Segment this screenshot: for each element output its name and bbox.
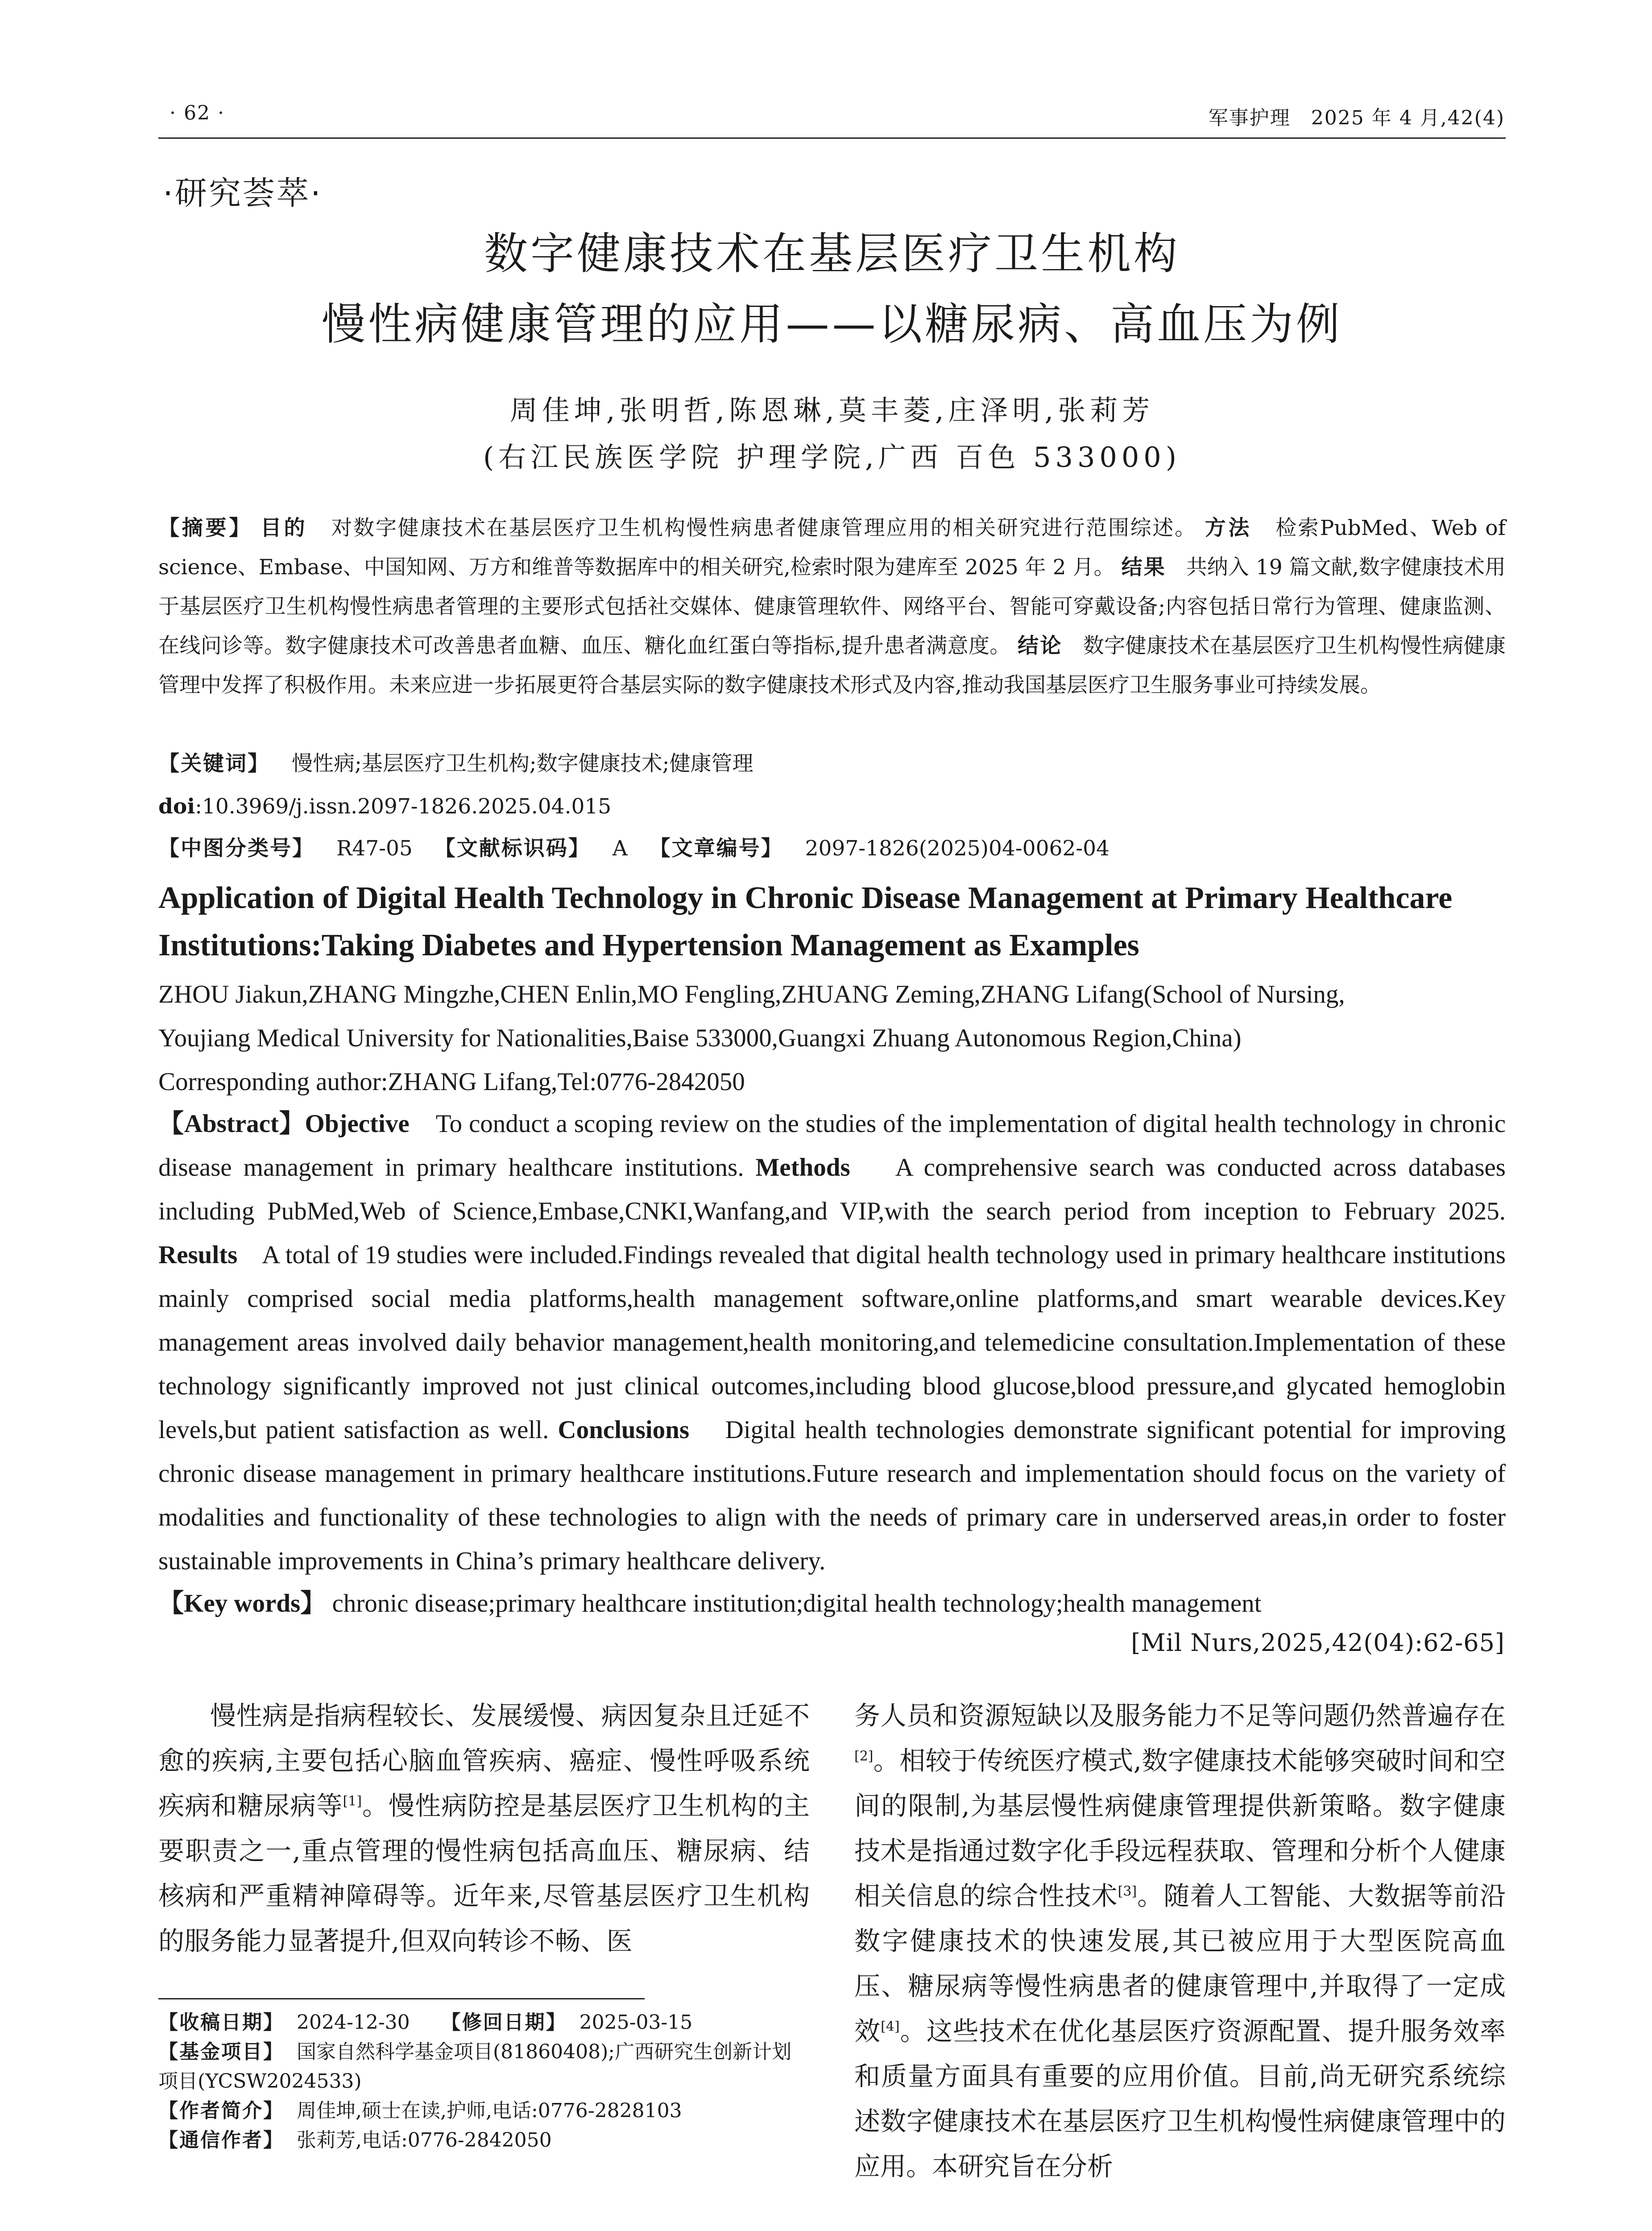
objective-en-label: Objective [305,1110,410,1138]
article-no-value: 2097-1826(2025)04-0062-04 [805,836,1110,861]
results-cn-text: 共纳入 19 篇文献,数字健康技术用于基层医疗卫生机构慢性病患者管理的主要形式包括社交媒体、健康管理软件、网络平台、智能可穿戴设备;内容包括日常行为管理、健康监测、在线问诊等。数字健康技术可改善患者血糖、血压、糖化血红蛋白等指标,提升患者满意度。 [158,555,1506,658]
keywords-cn-label: 【关键词】 [158,751,270,776]
body-right-text-b: 。相较于传统医疗模式,数字健康技术能够突破时间和空间的限制,为基层慢性病健康管理提供新策略。数字健康技术是指通过数字化手段远程获取、管理和分析个人健康相关信息的综合性技术 [854,1746,1506,1911]
fund-label: 【基金项目】 [158,2040,284,2063]
footnote-corresponding [158,2126,810,2155]
footnotes [158,2008,810,2155]
header-rule [158,137,1506,139]
methods-en-label: Methods [755,1153,850,1182]
keywords-en-value: chronic disease;primary healthcare institution;digital health technology;health management [332,1589,1262,1617]
conclusion-cn-label: 结论 [1017,634,1063,658]
body-left-text-b: 。慢性病防控是基层医疗卫生机构的主要职责之一,重点管理的慢性病包括高血压、糖尿病、结核病和严重精神障碍等。近年来,尽管基层医疗卫生机构的服务能力显著提升,但双向转诊不畅、医 [158,1791,810,1956]
doc-code-label: 【文献标识码】 [434,836,591,861]
methods-cn-label: 方法 [1205,516,1252,540]
results-en-text: A total of 19 studies were included.Findings revealed that digital health technology used in primary healthcare institutions mainly comprised social media platforms,health management software,online platforms,and smart wearable devices.Key management areas involved daily behavior management,health monitoring,and telemedicine consultation.Implementation of these technology significantly improved not just clinical outcomes,including blood glucose,blood pressure,and glycated hemoglobin levels,but patient satisfaction as well. [158,1241,1506,1444]
title-en-line1: Application of Digital Health Technology in Chronic Disease Management at Primary Healthcare [158,881,1453,915]
authors-cn: 周佳坤,张明哲,陈恩琳,莫丰菱,庄泽明,张莉芳 [509,394,1155,427]
footnote-rule [158,1998,645,1999]
doi-label: doi [158,794,195,819]
footnote-bio [158,2096,810,2126]
abstract-cn [158,509,1506,705]
objective-cn-text: 对数字健康技术在基层医疗卫生机构慢性病患者健康管理应用的相关研究进行范围综述。 [331,516,1197,540]
ref-1[interactable]: [1] [343,1793,362,1809]
conclusions-en-text: Digital health technologies demonstrate significant potential for improving chronic disease management in primary healthcare institutions.Future research and implementation should focus on the variety of modalities and functionality of these technologies to align with the needs of primary care in underserved areas,in order to foster sustainable improvements in China’s primary healthcare delivery. [158,1416,1506,1575]
clc-value: R47-05 [336,836,413,861]
revised-label: 【修回日期】 [441,2011,567,2034]
objective-cn-label: 目的 [260,516,308,540]
footnote-dates [158,2008,810,2037]
abstract-en-label: 【Abstract】 [158,1110,305,1138]
bio-label: 【作者简介】 [158,2099,284,2122]
doc-code-value: A [612,836,628,861]
citation: [Mil Nurs,2025,42(04):62-65] [1131,1629,1505,1657]
methods-cn-text: 检索PubMed、Web of science、Embase、中国知网、万方和维普等数据库中的相关研究,检索时限为建库至 2025 年 2 月。 [158,516,1506,580]
title-cn-line1: 数字健康技术在基层医疗卫生机构 [484,228,1180,279]
ref-3[interactable]: [3] [1118,1883,1137,1899]
results-cn-label: 结果 [1121,555,1166,580]
body-left-text-a: 慢性病是指病程较长、发展缓慢、病因复杂且迁延不愈的疾病,主要包括心脑血管疾病、癌症、慢性呼吸系统疾病和糖尿病等 [158,1700,810,1821]
authors-en-line1: ZHOU Jiakun,ZHANG Mingzhe,CHEN Enlin,MO Fengling,ZHUANG Zeming,ZHANG Lifang(School of Nursing, [158,980,1345,1008]
fund-text: 国家自然科学基金项目(81860408);广西研究生创新计划项目(YCSW2024533) [158,2040,792,2093]
body-right-text-a: 务人员和资源短缺以及服务能力不足等问题仍然普遍存在 [854,1700,1506,1731]
body-paragraph [854,1693,1506,2189]
conclusions-en-label: Conclusions [558,1416,690,1444]
body-right-text-c: 。随着人工智能、大数据等前沿数字健康技术的快速发展,其已被应用于大型医院高血压、糖尿病等慢性病患者的健康管理中,并取得了一定成效 [854,1881,1506,2046]
ref-2[interactable]: [2] [854,1748,874,1764]
corr-label: 【通信作者】 [158,2129,284,2152]
keywords-en [158,1582,1506,1626]
clc-label: 【中图分类号】 [158,836,315,861]
section-tag: ·研究荟萃· [163,174,323,212]
title-en-line2: Institutions:Taking Diabetes and Hypertension Management as Examples [158,928,1139,962]
classification-line [158,831,1125,867]
keywords-cn-value: 慢性病;基层医疗卫生机构;数字健康技术;健康管理 [291,751,754,776]
body-right-column [854,1693,1506,2189]
authors-en [158,973,1506,1104]
abstract-en [158,1102,1506,1583]
bio-text: 周佳坤,硕士在读,护师,电话:0776-2828103 [296,2099,682,2122]
affiliation-cn: (右江民族医学院 护理学院,广西 百色 533000) [483,441,1181,473]
title-en [158,875,1506,969]
received-label: 【收稿日期】 [158,2011,284,2034]
results-en-label: Results [158,1241,238,1269]
body-paragraph [158,1693,810,1964]
conclusion-cn-text: 数字健康技术在基层医疗卫生机构慢性病健康管理中发挥了积极作用。未来应进一步拓展更符合基层实际的数字健康技术形式及内容,推动我国基层医疗卫生服务事业可持续发展。 [158,634,1506,697]
article-no-label: 【文章编号】 [649,836,783,861]
received-date: 2024-12-30 [296,2011,410,2034]
objective-en-text: To conduct a scoping review on the studies of the implementation of digital health technology in chronic disease management in primary healthcare institutions. [158,1110,1506,1182]
doi-link[interactable]: :10.3969/j.issn.2097-1826.2025.04.015 [195,794,612,819]
page-number: · 62 · [170,102,225,124]
body-left-column [158,1693,810,1964]
revised-date: 2025-03-15 [579,2011,693,2034]
ref-4[interactable]: [4] [881,2019,900,2035]
footnote-fund [158,2037,810,2096]
keywords-en-label: 【Key words】 [158,1589,326,1617]
body-right-text-d: 。这些技术在优化基层医疗资源配置、提升服务效率和质量方面具有重要的应用价值。目前,尚无研究系统综述数字健康技术在基层医疗卫生机构慢性病健康管理中的应用。本研究旨在分析 [854,2016,1506,2181]
title-cn-line2: 慢性病健康管理的应用——以糖尿病、高血压为例 [321,299,1342,350]
doi-line [158,789,626,825]
abstract-cn-label: 【摘要】 [158,516,253,540]
authors-en-line2: Youjiang Medical University for Nationalities,Baise 533000,Guangxi Zhuang Autonomous Region,China) [158,1024,1242,1052]
methods-en-text: A comprehensive search was conducted across databases including PubMed,Web of Science,Embase,CNKI,Wanfang,and VIP,with the search period from inception to February 2025. [158,1153,1506,1225]
corr-text: 张莉芳,电话:0776-2842050 [296,2129,552,2152]
journal-info: 军事护理 2025 年 4 月,42(4) [1208,107,1505,129]
corresponding-author: Corresponding author:ZHANG Lifang,Tel:0776-2842050 [158,1068,745,1096]
keywords-cn [158,746,768,782]
